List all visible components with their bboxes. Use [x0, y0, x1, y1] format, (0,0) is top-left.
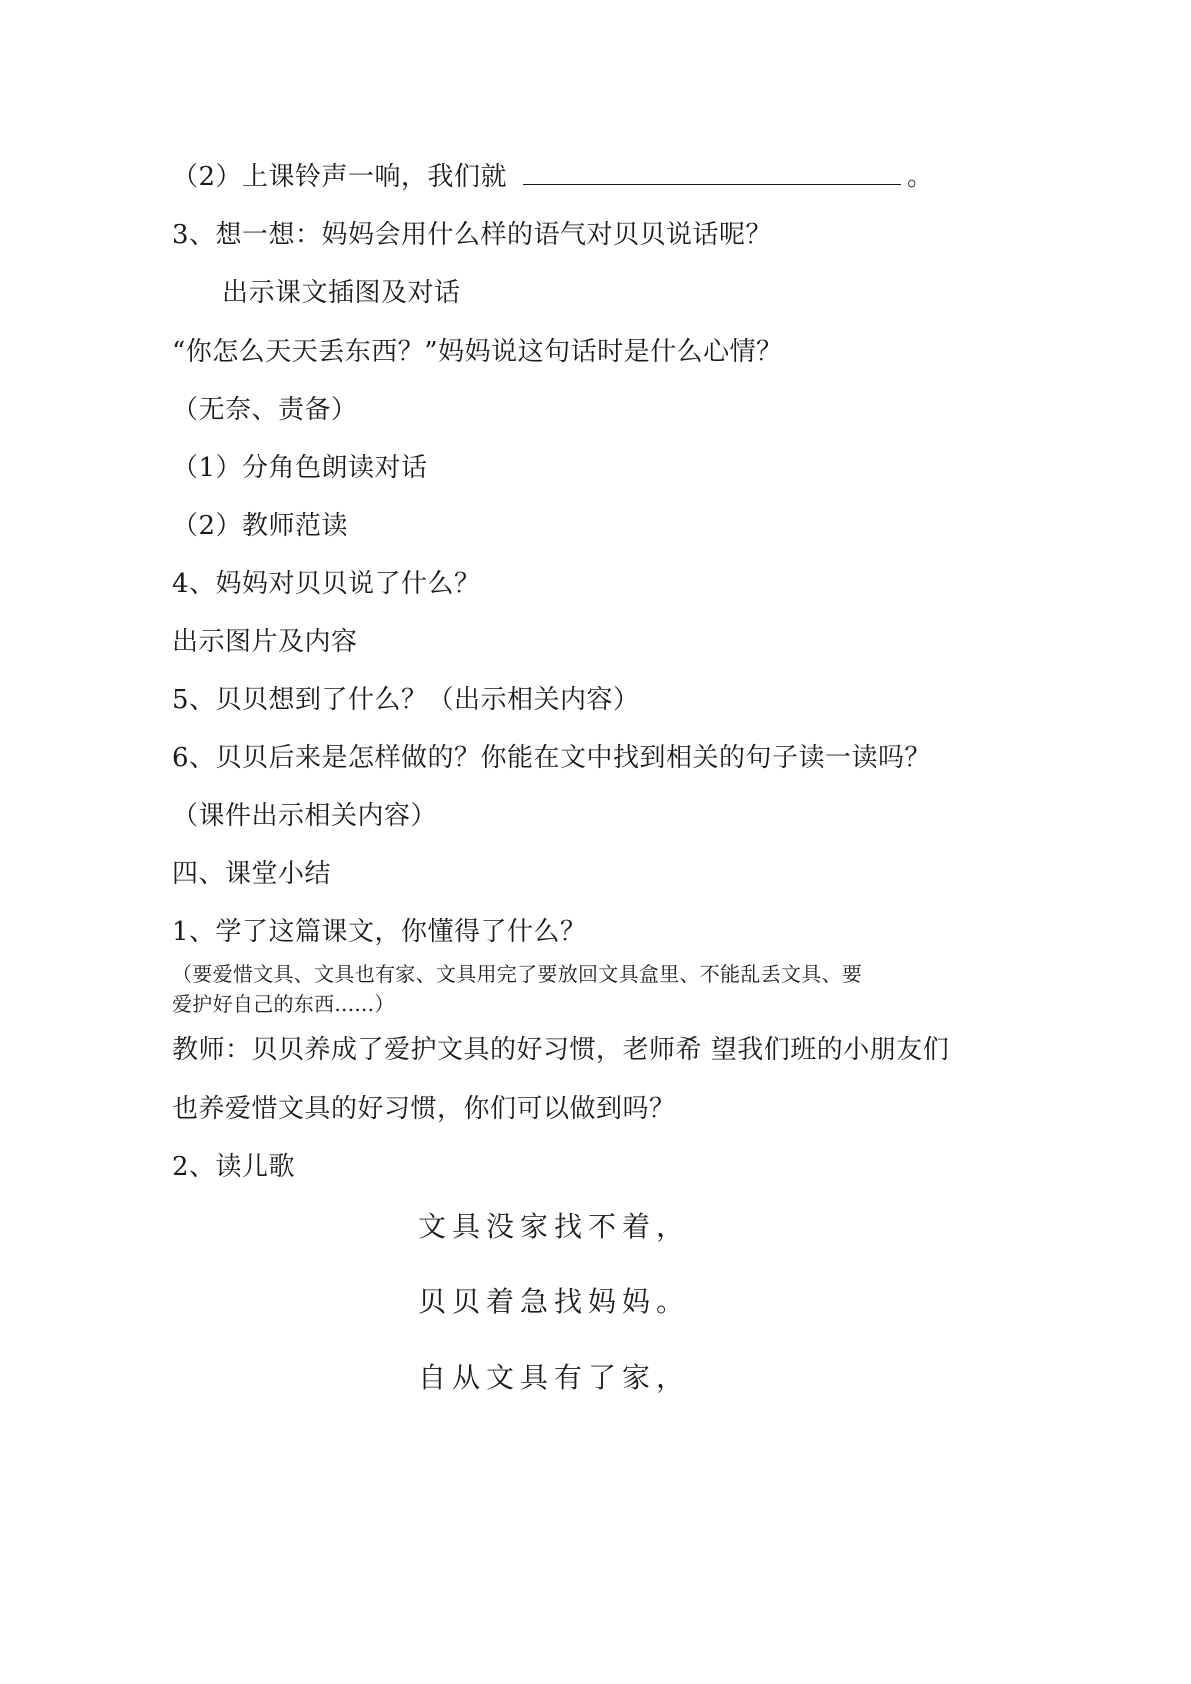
summary-answer-line-2: 爱护好自己的东西......）: [172, 992, 395, 1016]
read-rhyme-heading: 2、读儿歌: [172, 1152, 296, 1182]
poem-line: 自从文具有了家，: [418, 1361, 691, 1394]
fill-in-prompt: （2）上课铃声一响，我们就: [172, 162, 508, 192]
teacher-remark-line-2: 也养爱惜文具的好习惯，你们可以做到吗？: [172, 1094, 676, 1124]
teacher-reading-line: （2）教师范读: [172, 511, 349, 541]
section-heading-summary: 四、课堂小结: [172, 859, 332, 889]
step-5-question: 5、贝贝想到了什么？（出示相关内容）: [172, 685, 640, 715]
mother-quote-question: “你怎么天天丢东西？”妈妈说这句话时是什么心情？: [172, 337, 783, 367]
answer-blank: [523, 160, 901, 185]
summary-question: 1、学了这篇课文，你懂得了什么？: [172, 917, 587, 947]
show-picture-line: 出示图片及内容: [172, 627, 358, 657]
poem-line: 文具没家找不着，: [418, 1210, 691, 1243]
summary-answer-line-1: （要爱惜文具、文具也有家、文具用完了要放回文具盒里、不能乱丢文具、要: [172, 962, 863, 986]
step-3-question: 3、想一想：妈妈会用什么样的语气对贝贝说话呢？: [172, 220, 773, 250]
mood-answer: （无奈、责备）: [172, 395, 358, 425]
show-illustration-line: 出示课文插图及对话: [222, 278, 461, 308]
teacher-remark-line-1: 教师：贝贝养成了爱护文具的好习惯，老师希 望我们班的小朋友们: [172, 1035, 950, 1065]
fill-in-end: 。: [907, 162, 934, 192]
role-reading-line: （1）分角色朗读对话: [172, 453, 428, 483]
courseware-line: （课件出示相关内容）: [172, 801, 438, 831]
fill-in-blank-line: [172, 160, 934, 193]
step-6-question: 6、贝贝后来是怎样做的？你能在文中找到相关的句子读一读吗？: [172, 743, 932, 773]
step-4-question: 4、妈妈对贝贝说了什么？: [172, 569, 481, 599]
poem-line: 贝贝着急找妈妈。: [418, 1285, 691, 1318]
